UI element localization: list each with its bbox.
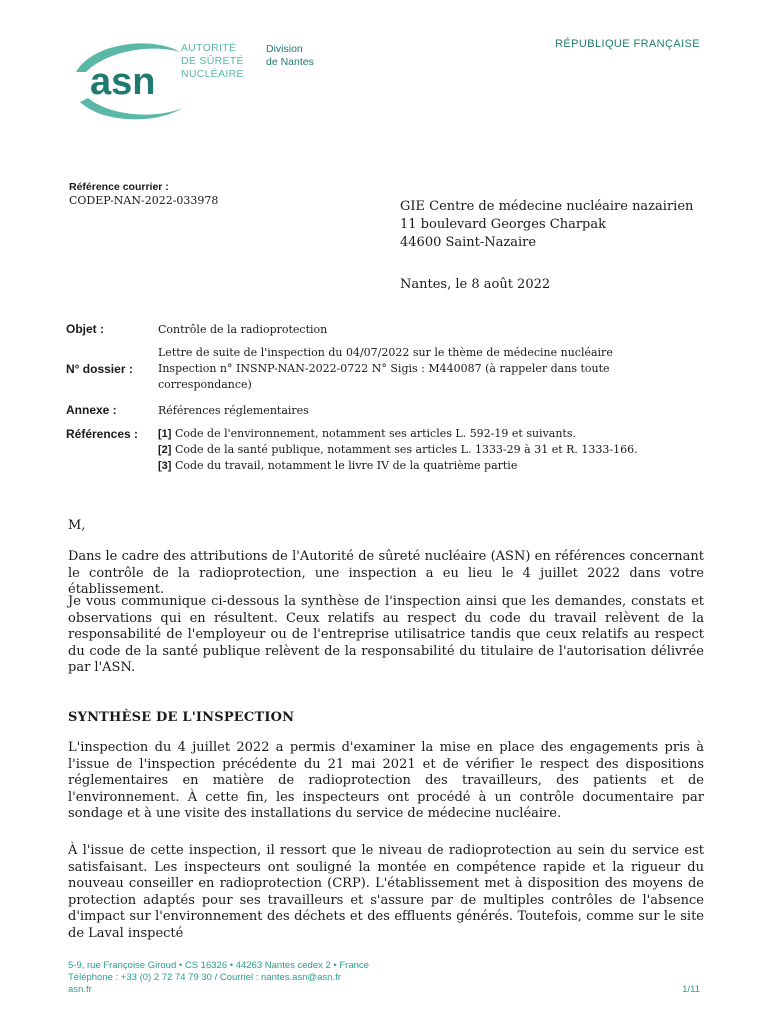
reference-item [158,458,668,474]
recipient-address [400,198,693,252]
reference-item [158,442,668,458]
paragraph-1: Dans le cadre des attributions de l'Autorité de sûreté nucléaire (ASN) en références concernant le contrôle de la radioprotection, une inspection a eu lieu le 4 juillet 2022 dans votre établissement. [68,549,704,598]
dossier-line-1: Lettre de suite de l'inspection du 04/07/2022 sur le thème de médecine nucléaire [158,346,613,359]
annexe-label: Annexe : [66,403,117,417]
footer-address: 5-9, rue Françoise Giroud • CS 16326 • 44263 Nantes cedex 2 • France [68,960,369,971]
org-line-3: NUCLÉAIRE [181,68,244,80]
dossier-label: N° dossier : [66,362,133,376]
division-name [266,43,314,69]
reference-item-text: Code de l'environnement, notamment ses articles L. 592-19 et suivants. [171,427,576,440]
paragraph-4: À l'issue de cette inspection, il ressort que le niveau de radioprotection au sein du service est satisfaisant. Les inspecteurs ont souligné la montée en compétence rapide et la rigueur du nouveau conseiller en radioprotection (CRP). L'établissement met à disposition des moyens de protection adaptés pour ses travailleurs et s'assure par de multiples contrôles de l'absence d'impact sur l'environnement des déchets et des effluents générés. Toutefois, comme sur le site de Laval inspecté [68,843,704,941]
references-label: Références : [66,427,139,441]
footer [68,960,369,996]
reference-item-number: [2] [158,444,172,456]
recipient-line-1: GIE Centre de médecine nucléaire nazairien [400,199,694,214]
salutation: M, [68,518,86,533]
org-line-2: DE SÛRETÉ [181,55,244,67]
reference-item-text: Code de la santé publique, notamment ses articles L. 1333-29 à 31 et R. 1333-166. [171,443,638,456]
org-line-1: AUTORITÉ [181,42,237,54]
paragraph-2: Je vous communique ci-dessous la synthèse de l'inspection ainsi que les demandes, constats et observations qui en résultent. Ceux relatifs au respect du code du travail relèvent de la responsabilité de l'employeur ou de l'entreprise utilisatrice tandis que ceux relatifs au respect du code de la santé publique relèvent de la responsabilité du titulaire de l'autorisation délivrée par l'ASN. [68,594,704,676]
reference-block [69,180,218,208]
section-heading: SYNTHÈSE DE L'INSPECTION [68,710,295,725]
objet-label: Objet : [66,322,104,336]
dossier-line-2: Inspection n° INSNP-NAN-2022-0722 N° Sigis : M440087 (à rappeler dans toute [158,362,610,375]
reference-item [158,426,668,442]
page-number: 1/11 [682,984,700,995]
division-line-2: de Nantes [266,56,314,68]
annexe-value: Références réglementaires [158,404,309,417]
division-line-1: Division [266,43,303,55]
objet-value: Contrôle de la radioprotection [158,323,328,336]
org-name [181,42,244,81]
reference-value: CODEP-NAN-2022-033978 [69,194,219,207]
dossier-line-3: correspondance) [158,378,252,391]
footer-contact: Téléphone : +33 (0) 2 72 74 79 30 / Courriel : nantes.asn@asn.fr [68,972,341,983]
reference-item-number: [3] [158,460,172,472]
logo-text: asn [90,61,156,103]
recipient-line-3: 44600 Saint-Nazaire [400,235,537,250]
republic-label: RÉPUBLIQUE FRANÇAISE [555,38,700,50]
reference-item-text: Code du travail, notamment le livre IV de la quatrième partie [171,459,518,472]
footer-website: asn.fr [68,984,92,995]
recipient-line-2: 11 boulevard Georges Charpak [400,217,606,232]
paragraph-3: L'inspection du 4 juillet 2022 a permis d'examiner la mise en place des engagements pris à l'issue de l'inspection précédente du 21 mai 2021 et de vérifier le respect des dispositions réglementaires en matière de radioprotection des travailleurs, des patients et de l'environnement. À cette fin, les inspecteurs ont procédé à un contrôle documentaire par sondage et à une visite des installations du service de médecine nucléaire. [68,740,704,822]
asn-logo [68,38,188,128]
letter-date: Nantes, le 8 août 2022 [400,277,551,292]
reference-item-number: [1] [158,428,172,440]
reference-label: Référence courrier : [69,181,169,193]
